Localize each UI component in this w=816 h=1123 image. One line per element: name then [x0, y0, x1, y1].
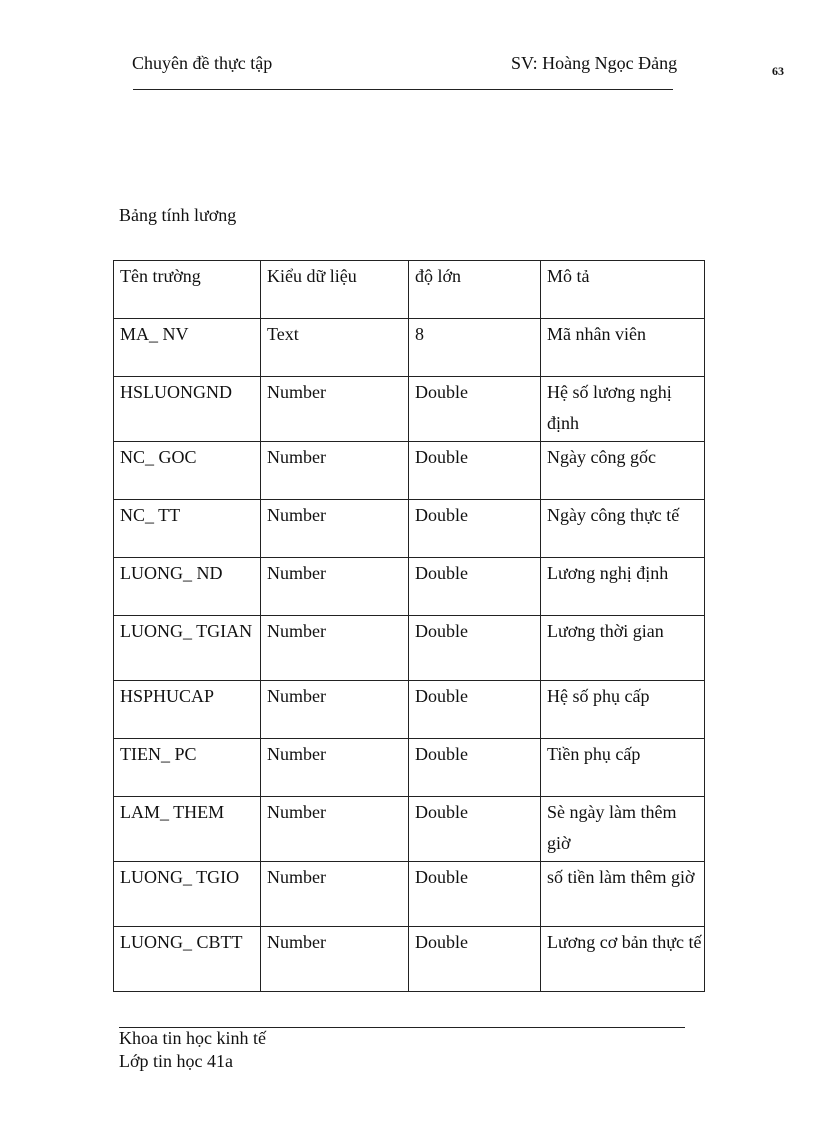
table-header-row	[114, 261, 705, 319]
header-right-text: SV: Hoàng Ngọc Đảng	[511, 53, 678, 73]
description-cell: Mã nhân viên	[541, 319, 705, 377]
footer-department: Khoa tin học kinh tế	[119, 1028, 266, 1048]
data-type-cell: Number	[261, 616, 409, 681]
description-cell: Hệ số phụ cấp	[541, 681, 705, 739]
column-header: Kiểu dữ liệu	[261, 261, 409, 319]
header-left-text: Chuyên đề thực tập	[132, 53, 273, 73]
table-row	[114, 862, 705, 927]
table-row	[114, 681, 705, 739]
table-row	[114, 377, 705, 442]
description-cell: Lương thời gian	[541, 616, 705, 681]
field-name-cell: HSLUONGND	[114, 377, 261, 442]
field-name-cell: TIEN_ PC	[114, 739, 261, 797]
field-name-cell: LAM_ THEM	[114, 797, 261, 862]
field-name-cell: LUONG_ CBTT	[114, 927, 261, 992]
field-table	[113, 260, 705, 992]
field-size-cell: Double	[409, 377, 541, 442]
column-header: độ lớn	[409, 261, 541, 319]
table-row	[114, 616, 705, 681]
data-type-cell: Number	[261, 500, 409, 558]
description-cell: Tiền phụ cấp	[541, 739, 705, 797]
field-size-cell: Double	[409, 442, 541, 500]
field-name-cell: LUONG_ TGIAN	[114, 616, 261, 681]
field-size-cell: Double	[409, 739, 541, 797]
table-caption: Bảng tính lương	[119, 205, 237, 225]
footer-class: Lớp tin học 41a	[119, 1051, 233, 1071]
field-name-cell: NC_ TT	[114, 500, 261, 558]
field-name-cell: HSPHUCAP	[114, 681, 261, 739]
table-row	[114, 442, 705, 500]
table-row	[114, 500, 705, 558]
data-type-cell: Number	[261, 797, 409, 862]
description-cell: Lương nghị định	[541, 558, 705, 616]
field-name-cell: MA_ NV	[114, 319, 261, 377]
column-header: Tên trường	[114, 261, 261, 319]
field-size-cell: Double	[409, 862, 541, 927]
field-name-cell: NC_ GOC	[114, 442, 261, 500]
field-name-cell: LUONG_ TGIO	[114, 862, 261, 927]
description-cell: Ngày công thực tế	[541, 500, 705, 558]
table-row	[114, 797, 705, 862]
field-name-cell: LUONG_ ND	[114, 558, 261, 616]
data-type-cell: Number	[261, 862, 409, 927]
data-type-cell: Number	[261, 681, 409, 739]
page-number: 63	[772, 64, 784, 78]
field-size-cell: Double	[409, 681, 541, 739]
table-row	[114, 739, 705, 797]
data-type-cell: Number	[261, 442, 409, 500]
table-row	[114, 927, 705, 992]
description-cell: Ngày công gốc	[541, 442, 705, 500]
field-size-cell: Double	[409, 927, 541, 992]
column-header: Mô tả	[541, 261, 705, 319]
header-rule	[133, 89, 673, 90]
field-size-cell: Double	[409, 616, 541, 681]
field-size-cell: Double	[409, 500, 541, 558]
data-type-cell: Number	[261, 377, 409, 442]
description-cell: Hệ số lương nghị định	[541, 377, 705, 442]
description-cell: Lương cơ bản thực tế	[541, 927, 705, 992]
table-row	[114, 558, 705, 616]
table-row	[114, 319, 705, 377]
field-size-cell: 8	[409, 319, 541, 377]
description-cell: Sè ngày làm thêm giờ	[541, 797, 705, 862]
field-size-cell: Double	[409, 558, 541, 616]
data-type-cell: Number	[261, 927, 409, 992]
data-type-cell: Number	[261, 558, 409, 616]
field-size-cell: Double	[409, 797, 541, 862]
data-type-cell: Number	[261, 739, 409, 797]
data-type-cell: Text	[261, 319, 409, 377]
description-cell: số tiền làm thêm giờ	[541, 862, 705, 927]
